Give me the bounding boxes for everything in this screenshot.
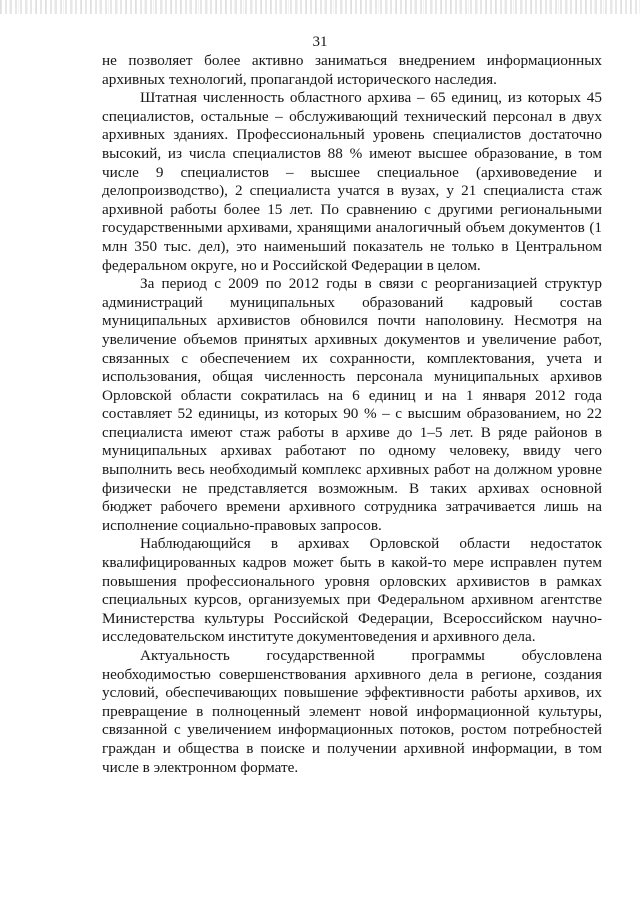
paragraph-staff-regional-archive: Штатная численность областного архива – 65 единиц, из которых 45 специалистов, остальные – обслуживающий технический персонал в двух архивных зданиях. Профессиональный уровень специалистов достаточно высокий, из числа специалистов 88 % имеют высшее образование, в том числе 9 специалистов – высшее специальное (архивоведение и делопроизводство), 2 специалиста учатся в вузах, у 21 специалиста стаж архивной работы более 15 лет. По сравнению с другими региональными государственными архивами, хранящими аналогичный объем документов (1 млн 350 тыс. дел), это наименьший показатель не только в Центральном федеральном округе, но и Российской Федерации в целом. [102,89,602,274]
paragraph-municipal-archives: За период с 2009 по 2012 годы в связи с реорганизацией структур администраций муниципальных образований кадровый состав муниципальных архивистов обновился почти наполовину. Несмотря на увеличение объемов принятых архивных документов и увеличение работ, связанных с обеспечением их сохранности, комплектования, учета и использования, общая численность персонала муниципальных архивов Орловской области сократилась на 6 единиц и на 1 января 2012 года составляет 52 единицы, из которых 90 % – с высшим образованием, но 22 специалиста имеют стаж работы в архиве до 1–5 лет. В ряде районов в муниципальных архивах работают по одному человеку, ввиду чего выполнить весь необходимый комплекс архивных работ на должном уровне физически не представляется возможным. В таких архивах основной бюджет рабочего времени архивного сотрудника затрачивается лишь на исполнение социально-правовых запросов. [102,275,602,534]
paragraph-continuation: не позволяет более активно заниматься внедрением информационных архивных технологий, пропагандой исторического наследия. [102,52,602,88]
page-number: 31 [312,34,328,50]
paragraph-qualification-shortage: Наблюдающийся в архивах Орловской области недостаток квалифицированных кадров может быть в какой-то мере исправлен путем повышения профессионального уровня орловских архивистов в рамках специальных курсов, организуемых при Федеральном архивном агентстве Министерства культуры Российской Федерации, Всероссийском научно-исследовательском институте документоведения и архивного дела. [102,535,602,646]
document-body [102,52,602,777]
paragraph-program-relevance: Актуальность государственной программы обусловлена необходимостью совершенствования архивного дела в регионе, создания условий, обеспечивающих повышение эффективности работы архивов, их превращение в полноценный элемент новой информационной культуры, связанной с увеличением информационных потоков, ростом потребностей граждан и общества в поиске и получении архивной информации, в том числе в электронном формате. [102,647,602,776]
scan-edge-artifact [0,0,640,14]
